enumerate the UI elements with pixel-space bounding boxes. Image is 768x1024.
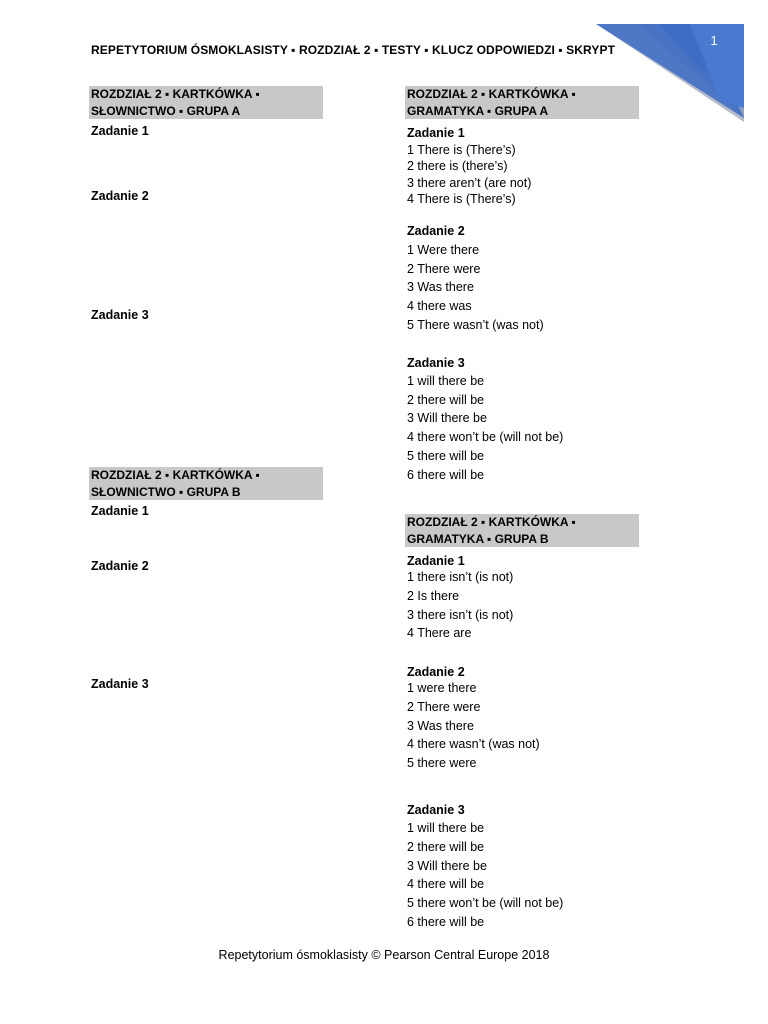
section-title-line2: GRAMATYKA ▪ GRUPA A	[407, 103, 549, 118]
answer-line: 3 Will there be	[407, 859, 487, 873]
answer-line: 6 there will be	[407, 915, 485, 929]
task-title: Zadanie 1	[91, 504, 149, 518]
task-title: Zadanie 2	[91, 189, 149, 203]
answer-line: 2 there will be	[407, 393, 485, 407]
task-title: Zadanie 3	[91, 677, 149, 691]
page-footer: Repetytorium ósmoklasisty © Pearson Central Europe 2018	[218, 948, 550, 962]
answer-line: 3 there aren’t (are not)	[407, 176, 532, 190]
answer-line: 4 There is (There’s)	[407, 192, 516, 206]
page-header: REPETYTORIUM ÓSMOKLASISTY ▪ ROZDZIAŁ 2 ▪ TESTY ▪ KLUCZ ODPOWIEDZI ▪ SKRYPT	[91, 43, 616, 57]
answer-line: 3 there isn’t (is not)	[407, 608, 514, 622]
answer-line: 4 there will be	[407, 877, 485, 891]
answer-line: 5 there were	[407, 756, 477, 770]
answer-line: 2 Is there	[407, 589, 460, 603]
task-title: Zadanie 2	[91, 559, 149, 573]
task-title: Zadanie 2	[407, 224, 465, 238]
answer-line: 2 there is (there’s)	[407, 159, 508, 173]
task-title: Zadanie 1	[91, 124, 149, 138]
answer-line: 4 there wasn’t (was not)	[407, 737, 540, 751]
answer-line: 2 There were	[407, 262, 481, 276]
answer-line: 2 there will be	[407, 840, 485, 854]
answer-line: 5 there will be	[407, 449, 485, 463]
section-title-line2: SŁOWNICTWO ▪ GRUPA A	[91, 103, 241, 118]
answer-line: 2 There were	[407, 700, 481, 714]
section-title-line2: SŁOWNICTWO ▪ GRUPA B	[91, 484, 241, 499]
section-title-line1: ROZDZIAŁ 2 ▪ KARTKÓWKA ▪	[407, 515, 576, 529]
task-title: Zadanie 3	[407, 803, 465, 817]
answer-line: 1 will there be	[407, 821, 485, 835]
answer-line: 1 there isn’t (is not)	[407, 570, 514, 584]
section-title-line1: ROZDZIAŁ 2 ▪ KARTKÓWKA ▪	[91, 468, 260, 482]
section-title-line1: ROZDZIAŁ 2 ▪ KARTKÓWKA ▪	[91, 87, 260, 101]
answer-line: 1 Were there	[407, 243, 480, 257]
section-header-slownictwo-a	[89, 86, 323, 119]
section-title-line2: GRAMATYKA ▪ GRUPA B	[407, 531, 549, 546]
task-title: Zadanie 2	[407, 665, 465, 679]
section-header-gramatyka-a	[405, 86, 639, 119]
section-title-line1: ROZDZIAŁ 2 ▪ KARTKÓWKA ▪	[407, 87, 576, 101]
answer-line: 5 There wasn’t (was not)	[407, 318, 544, 332]
section-header-gramatyka-b	[405, 514, 639, 547]
section-header-slownictwo-b	[89, 467, 323, 500]
answer-line: 4 There are	[407, 626, 472, 640]
task-title: Zadanie 1	[407, 126, 465, 140]
task-title: Zadanie 3	[407, 356, 465, 370]
answer-line: 3 Was there	[407, 719, 474, 733]
answer-line: 1 were there	[407, 681, 477, 695]
answer-line: 4 there won’t be (will not be)	[407, 430, 564, 444]
answer-line: 3 Will there be	[407, 411, 487, 425]
task-title: Zadanie 3	[91, 308, 149, 322]
answer-line: 1 will there be	[407, 374, 485, 388]
page-number: 1	[710, 33, 718, 48]
answer-line: 5 there won’t be (will not be)	[407, 896, 564, 910]
task-title: Zadanie 1	[407, 554, 465, 568]
answer-line: 6 there will be	[407, 468, 485, 482]
answer-line: 4 there was	[407, 299, 472, 313]
answer-line: 3 Was there	[407, 280, 474, 294]
answer-line: 1 There is (There’s)	[407, 143, 516, 157]
